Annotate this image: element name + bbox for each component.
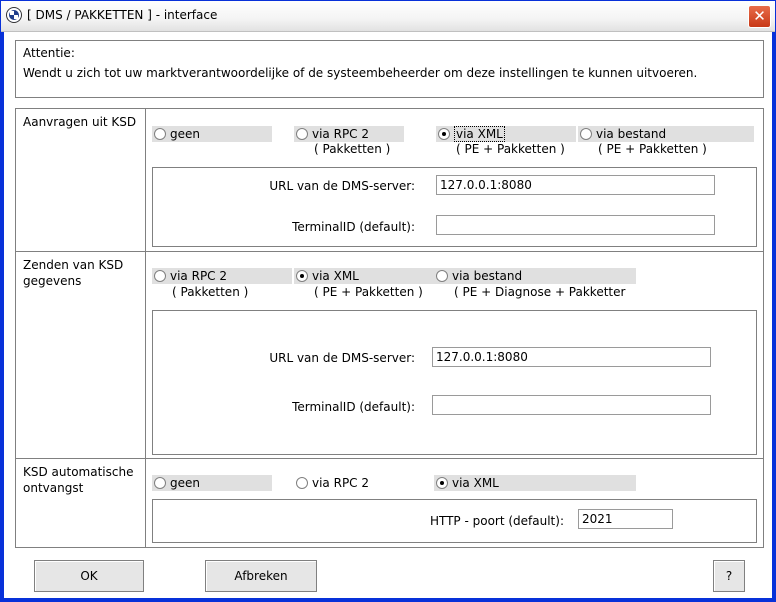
group-label-ontvangst: KSD automatische ontvangst <box>23 465 134 495</box>
url-input[interactable] <box>432 347 711 367</box>
terminal-input[interactable] <box>436 215 715 235</box>
close-button[interactable]: ✕ <box>748 5 771 28</box>
radio-ontvangst-rpc2[interactable] <box>294 475 414 491</box>
group-label-zenden: Zenden van KSD gegevens <box>23 258 124 288</box>
ontvangst-settings-panel <box>152 499 757 543</box>
radio-circle-checked <box>436 477 448 489</box>
group-divider <box>145 109 146 251</box>
notice-text: Wendt u zich tot uw marktverantwoordelijke of de systeembeheerder om deze instellingen te kunnen uitvoeren. <box>23 66 698 80</box>
radio-label: via RPC 2 <box>312 127 370 141</box>
radio-circle <box>296 477 308 489</box>
zenden-settings-panel <box>152 310 757 455</box>
radio-sub-rpc2: ( Pakketten ) <box>314 142 391 156</box>
radio-label: via XML <box>452 476 499 490</box>
radio-circle <box>436 270 448 282</box>
help-button[interactable]: ? <box>713 560 745 592</box>
notice-heading: Attentie: <box>23 46 75 60</box>
radio-ontvangst-xml[interactable] <box>434 475 636 491</box>
window-title: [ DMS / PAKKETTEN ] - interface <box>27 8 218 22</box>
radio-aanvragen-rpc2[interactable] <box>294 126 404 142</box>
radio-circle-checked <box>438 128 450 140</box>
group-aanvragen <box>15 108 764 252</box>
terminal-input[interactable] <box>432 395 711 415</box>
radio-label: via RPC 2 <box>170 269 228 283</box>
radio-sub-xml: ( PE + Pakketten ) <box>456 142 565 156</box>
http-port-input[interactable] <box>578 509 673 529</box>
radio-zenden-xml[interactable] <box>294 268 434 284</box>
url-label: URL van de DMS-server: <box>269 179 415 193</box>
attention-notice <box>15 40 764 98</box>
radio-label: via XML <box>456 127 503 141</box>
terminal-label: TerminalID (default): <box>292 400 415 414</box>
radio-sub-rpc2: ( Pakketten ) <box>172 285 249 299</box>
radio-aanvragen-geen[interactable] <box>152 126 272 142</box>
radio-circle <box>154 128 166 140</box>
radio-label: via bestand <box>596 127 667 141</box>
radio-label: geen <box>170 476 200 490</box>
group-label-aanvragen: Aanvragen uit KSD <box>23 115 137 129</box>
radio-sub-bestand: ( PE + Pakketten ) <box>598 142 707 156</box>
radio-aanvragen-xml[interactable] <box>436 126 576 142</box>
cancel-button[interactable]: Afbreken <box>205 560 317 592</box>
group-ontvangst <box>15 458 764 548</box>
radio-sub-bestand: ( PE + Diagnose + Pakketter <box>454 285 626 299</box>
radio-zenden-rpc2[interactable] <box>152 268 292 284</box>
radio-zenden-bestand[interactable] <box>434 268 636 284</box>
http-port-label: HTTP - poort (default): <box>429 514 564 528</box>
radio-aanvragen-bestand[interactable] <box>578 126 754 142</box>
dialog-body <box>4 32 772 598</box>
radio-label: geen <box>170 127 200 141</box>
radio-circle <box>296 128 308 140</box>
radio-sub-xml: ( PE + Pakketten ) <box>314 285 423 299</box>
radio-circle <box>580 128 592 140</box>
url-input[interactable] <box>436 175 715 195</box>
radio-circle <box>154 477 166 489</box>
group-zenden <box>15 251 764 459</box>
radio-label: via bestand <box>452 269 523 283</box>
radio-label: via RPC 2 <box>312 476 370 490</box>
radio-circle-checked <box>296 270 308 282</box>
radio-label: via XML <box>312 269 359 283</box>
ok-button[interactable]: OK <box>34 560 144 592</box>
bmw-logo-icon <box>7 8 21 22</box>
title-bar[interactable] <box>1 1 775 32</box>
aanvragen-settings-panel <box>152 167 757 247</box>
radio-circle <box>154 270 166 282</box>
radio-ontvangst-geen[interactable] <box>152 475 272 491</box>
terminal-label: TerminalID (default): <box>292 220 415 234</box>
url-label: URL van de DMS-server: <box>269 351 415 365</box>
